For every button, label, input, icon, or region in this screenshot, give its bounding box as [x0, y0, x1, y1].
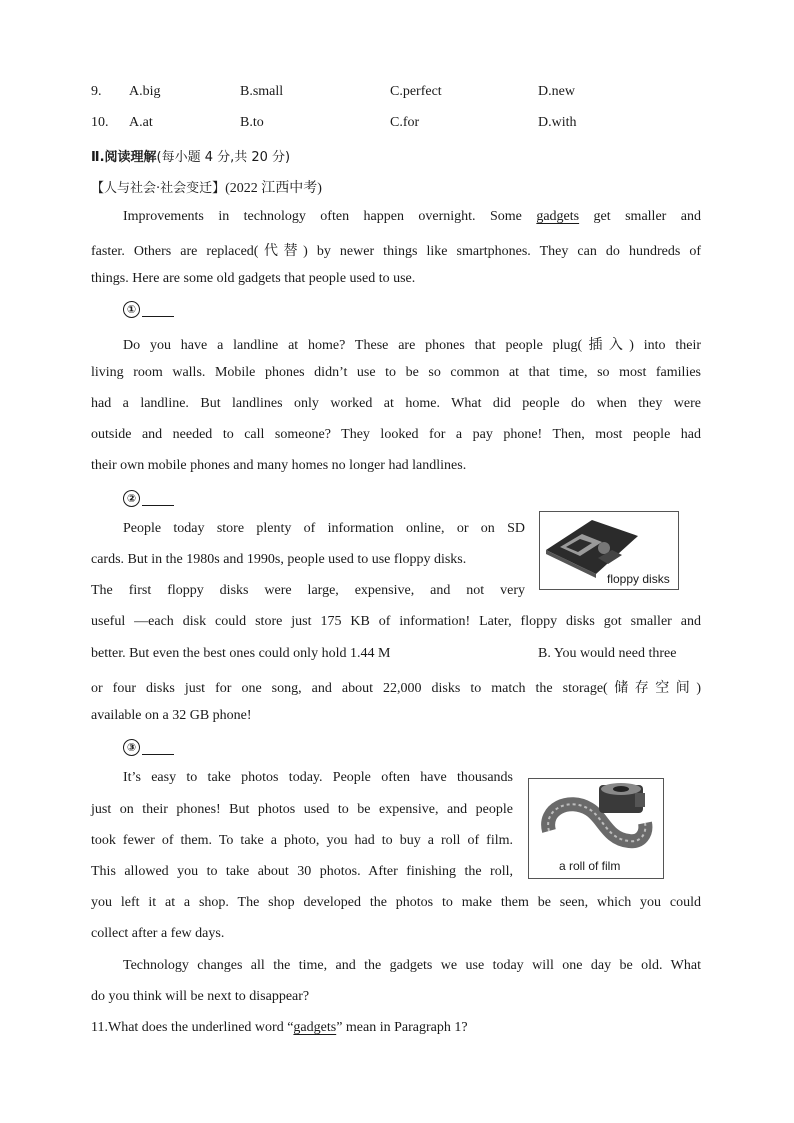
answer-blank[interactable] [142, 302, 174, 317]
option-b: B.to [240, 115, 264, 130]
underlined-word: gadgets [536, 209, 580, 224]
paragraph-2-line-1: Do you have a landline at home? These are phones that people plug(插入) into their [123, 338, 701, 353]
section-title: Ⅱ.阅读理解 [91, 150, 157, 165]
blank-marker-2 [123, 490, 174, 507]
question-number: 10. [91, 115, 109, 130]
paragraph-3-line-1: People today store plenty of information online, or on SD [123, 521, 525, 536]
question-number: 9. [91, 84, 102, 99]
answer-blank[interactable] [142, 491, 174, 506]
question-11: 11.What does the underlined word “gadgets” mean in Paragraph 1? [91, 1020, 468, 1035]
paragraph-1-line-1: Improvements in technology often happen overnight. Some gadgets get smaller and [123, 209, 701, 224]
answer-blank[interactable] [142, 740, 174, 755]
paragraph-4-line-3: took fewer of them. To take a photo, you had to buy a roll of film. [91, 833, 513, 848]
exam-source: (2022 江西中考) [225, 181, 322, 196]
section-points: (每小题 4 分,共 20 分) [156, 150, 291, 165]
blank-marker-1 [123, 301, 174, 318]
paragraph-4-line-4: This allowed you to take about 30 photos. After finishing the roll, [91, 864, 513, 879]
option-d: D.new [538, 84, 575, 99]
paragraph-1-line-2: faster. Others are replaced(代替) by newer things like smartphones. They can do hundreds of [91, 244, 701, 259]
option-d: D.with [538, 115, 577, 130]
paragraph-2-line-5: their own mobile phones and many homes no longer had landlines. [91, 458, 467, 473]
paragraph-3-line-6: or four disks just for one song, and about 22,000 disks to match the storage(储存空间) [91, 681, 701, 696]
paragraph-2-line-4: outside and needed to call someone? They looked for a pay phone! Then, most people had [91, 427, 701, 442]
option-a: A.at [129, 115, 153, 130]
underlined-word: gadgets [293, 1020, 337, 1035]
circled-number: ① [123, 301, 140, 318]
floppy-caption: floppy disks [607, 572, 670, 586]
paragraph-3-line-2: cards. But in the 1980s and 1990s, people used to use floppy disks. [91, 552, 467, 567]
option-c: C.for [390, 115, 420, 130]
paragraph-3-line-3: The first floppy disks were large, expensive, and not very [91, 583, 525, 598]
paragraph-2-line-3: had a landline. But landlines only worked at home. What did people do when they were [91, 396, 701, 411]
paragraph-4-line-5: you left it at a shop. The shop developed the photos to make them be seen, which you could [91, 895, 701, 910]
section-heading [91, 146, 290, 166]
paragraph-3-line-5a: better. But even the best ones could only hold 1.44 M [91, 646, 391, 661]
paragraph-3-line-4: useful —each disk could store just 175 KB of information! Later, floppy disks got smaller and [91, 614, 701, 629]
paragraph-4-line-6: collect after a few days. [91, 926, 225, 941]
option-b: B.small [240, 84, 284, 99]
paragraph-2-line-2: living room walls. Mobile phones didn’t use to be so common at that time, so most families [91, 365, 701, 380]
paragraph-1-line-3: things. Here are some old gadgets that people used to use. [91, 271, 416, 286]
circled-number: ③ [123, 739, 140, 756]
film-roll-figure [528, 778, 664, 879]
source-line [91, 177, 322, 197]
paragraph-3-line-5b: B. You would need three [538, 646, 677, 661]
option-c: C.perfect [390, 84, 442, 99]
paragraph-5-line-2: do you think will be next to disappear? [91, 989, 310, 1004]
film-caption: a roll of film [559, 859, 621, 873]
option-a: A.big [129, 84, 161, 99]
paragraph-4-line-1: It’s easy to take photos today. People often have thousands [123, 770, 513, 785]
paragraph-5-line-1: Technology changes all the time, and the gadgets we use today will one day be old. What [123, 958, 701, 973]
paragraph-4-line-2: just on their phones! But photos used to be expensive, and people [91, 802, 513, 817]
paragraph-3-line-7: available on a 32 GB phone! [91, 708, 252, 723]
floppy-disk-figure [539, 511, 679, 590]
blank-marker-3 [123, 739, 174, 756]
theme-tag: 【人与社会·社会变迁】 [91, 181, 226, 196]
circled-number: ② [123, 490, 140, 507]
